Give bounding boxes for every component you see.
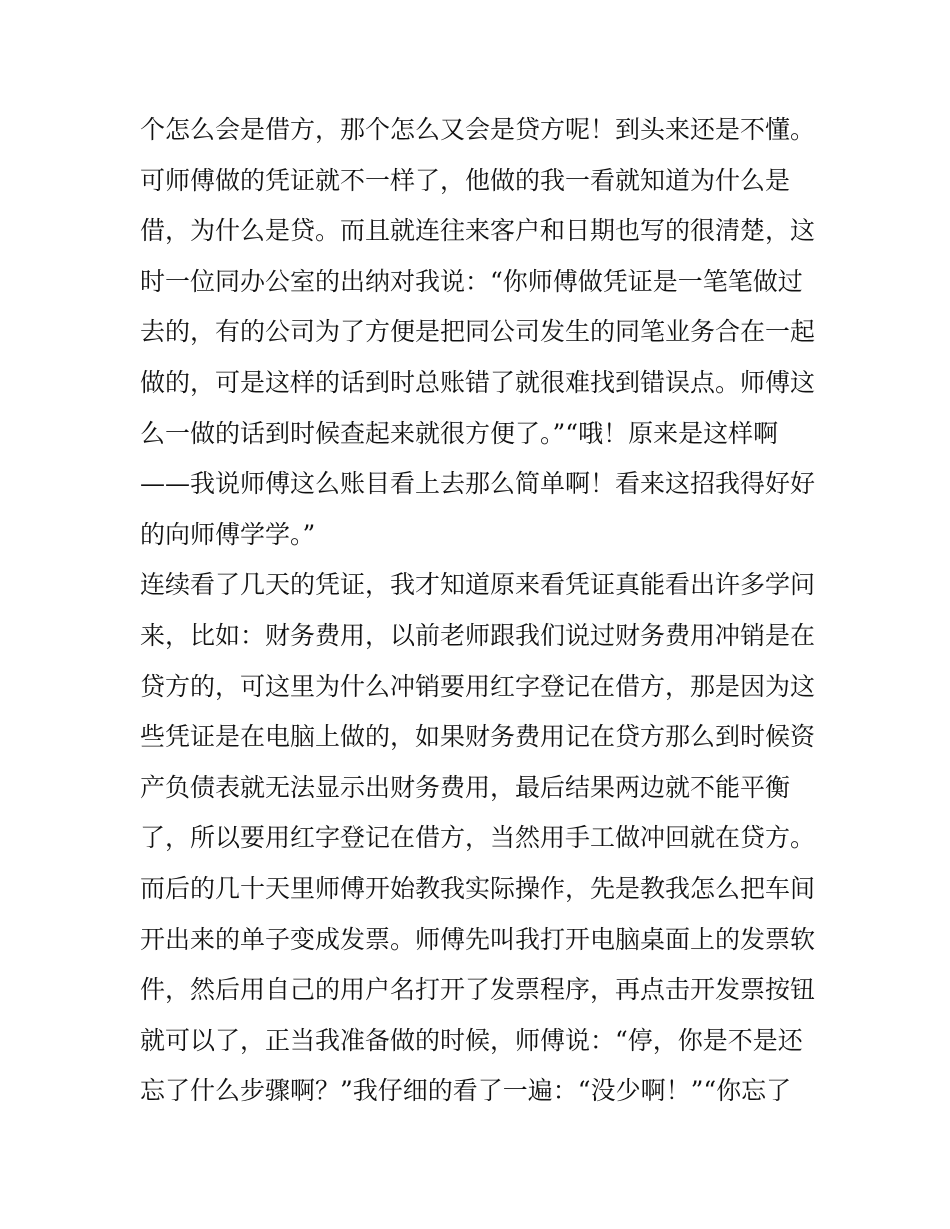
text-line: 来，比如：财务费用，以前老师跟我们说过财务费用冲销是在 <box>140 620 816 650</box>
text-line: 借，为什么是贷。而且就连往来客户和日期也写的很清楚，这 <box>140 216 816 246</box>
text-line: 个怎么会是借方，那个怎么又会是贷方呢！到头来还是不懂。 <box>140 115 816 144</box>
text-line: 连续看了几天的凭证，我才知道原来看凭证真能看出许多学问 <box>140 570 816 600</box>
text-line: ——我说师傅这么账目看上去那么简单啊！看来这招我得好好 <box>140 469 816 499</box>
text-line: 贷方的，可这里为什么冲销要用红字登记在借方，那是因为这 <box>140 671 816 701</box>
text-line: 时一位同办公室的出纳对我说：“你师傅做凭证是一笔笔做过 <box>140 266 803 296</box>
text-line: 去的，有的公司为了方便是把同公司发生的同笔业务合在一起 <box>140 317 816 347</box>
text-line: 了，所以要用红字登记在借方，当然用手工做冲回就在贷方。 <box>140 823 816 853</box>
body-text <box>140 105 820 1117</box>
text-line: 么一做的话到时候查起来就很方便了。”“哦！原来是这样啊 <box>140 418 779 448</box>
text-line: 产负债表就无法显示出财务费用，最后结果两边就不能平衡 <box>140 772 791 802</box>
text-line: 忘了什么步骤啊？”我仔细的看了一遍：“没少啊！”“你忘了 <box>140 1076 792 1106</box>
text-line: 些凭证是在电脑上做的，如果财务费用记在贷方那么到时候资 <box>140 722 816 752</box>
text-line: 可师傅做的凭证就不一样了，他做的我一看就知道为什么是 <box>140 165 791 195</box>
text-line: 的向师傅学学。” <box>140 519 316 549</box>
text-line: 而后的几十天里师傅开始教我实际操作，先是教我怎么把车间 <box>140 873 816 903</box>
text-line: 开出来的单子变成发票。师傅先叫我打开电脑桌面上的发票软 <box>140 924 816 954</box>
text-line: 做的，可是这样的话到时总账错了就很难找到错误点。师傅这 <box>140 367 816 397</box>
text-line: 件，然后用自己的用户名打开了发票程序，再点击开发票按钮 <box>140 975 816 1005</box>
text-line: 就可以了，正当我准备做的时候，师傅说：“停，你是不是还 <box>140 1025 803 1055</box>
